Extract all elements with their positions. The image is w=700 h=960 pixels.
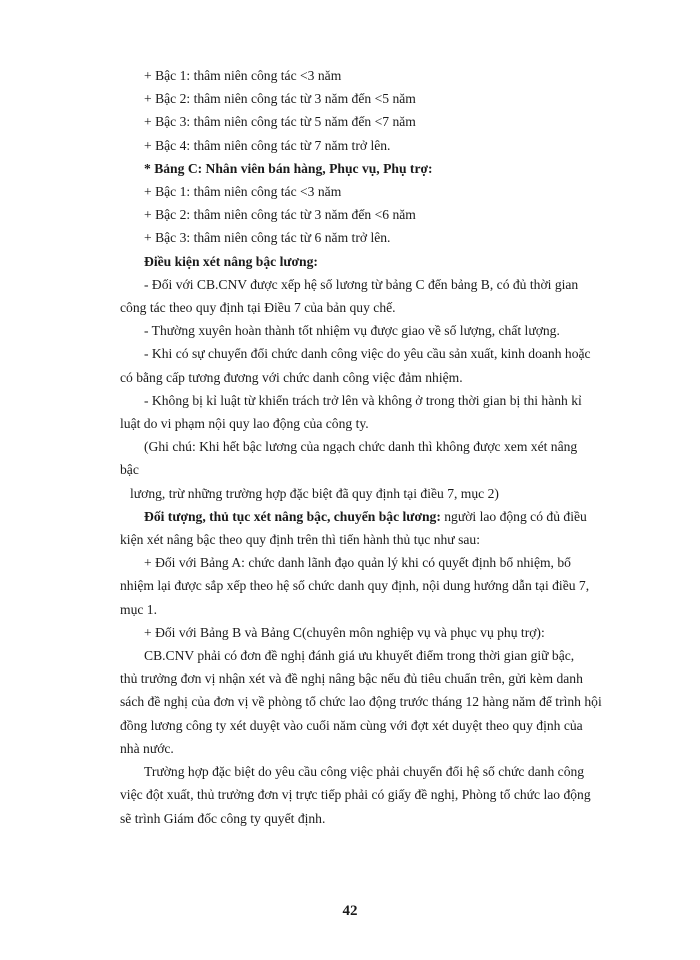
doi-tuong-heading: Đối tượng, thủ tục xét nâng bậc, chuyển bậc lương: (144, 508, 441, 524)
bang-c-item: + Bậc 3: thâm niên công tác từ 6 năm trở lên. (144, 230, 391, 246)
bang-b-item: + Bậc 1: thâm niên công tác <3 năm (144, 68, 342, 83)
page-content (120, 64, 648, 830)
note-line: lương, trừ những trường hợp đặc biệt đã quy định tại điều 7, mục 2) (130, 485, 499, 501)
paragraph-line: nhà nước. (120, 740, 174, 756)
paragraph-line: - Khi có sự chuyển đổi chức danh công việc do yêu cầu sản xuất, kinh doanh hoặc (144, 346, 591, 362)
doi-tuong-heading-line (120, 505, 648, 528)
paragraph-line: + Đối với Bảng B và Bảng C(chuyên môn nghiệp vụ và phục vụ phụ trợ): (144, 624, 545, 640)
paragraph-line: - Không bị kỉ luật từ khiển trách trở lên và không ở trong thời gian bị thi hành kỉ (144, 392, 582, 408)
bang-c-item: + Bậc 2: thâm niên công tác từ 3 năm đến <6 năm (144, 207, 416, 223)
page-number: 42 (342, 903, 358, 919)
paragraph-line: - Đối với CB.CNV được xếp hệ số lương từ bảng C đến bảng B, có đủ thời gian (144, 276, 579, 292)
paragraph-line: việc đột xuất, thủ trưởng đơn vị trực tiếp phải có giấy đề nghị, Phòng tổ chức lao động (120, 787, 591, 803)
paragraph-line: mục 1. (120, 601, 157, 617)
paragraph-line: kiện xét nâng bậc theo quy định trên thì tiến hành thủ tục như sau: (120, 532, 480, 548)
bang-b-item: + Bậc 2: thâm niên công tác từ 3 năm đến <5 năm (144, 91, 416, 107)
note-line: (Ghi chú: Khi hết bậc lương của ngạch chức danh thì không được xem xét nâng (144, 439, 578, 455)
paragraph-line: CB.CNV phải có đơn đề nghị đánh giá ưu khuyết điểm trong thời gian giữ bậc, (144, 648, 575, 664)
bang-b-item: + Bậc 4: thâm niên công tác từ 7 năm trở lên. (144, 137, 391, 153)
bang-c-item: + Bậc 1: thâm niên công tác <3 năm (144, 184, 342, 200)
paragraph-line: - Thường xuyên hoàn thành tốt nhiệm vụ được giao về số lượng, chất lượng. (144, 323, 560, 339)
paragraph-line: luật do vi phạm nội quy lao động của công ty. (120, 416, 369, 432)
paragraph-line: Trường hợp đặc biệt do yêu cầu công việc phải chuyển đổi hệ số chức danh công (144, 764, 585, 780)
paragraph-line: có bằng cấp tương đương với chức danh công việc đảm nhiệm. (120, 369, 463, 385)
doi-tuong-heading-rest: người lao động có đủ điều (440, 508, 587, 524)
paragraph-line: sẽ trình Giám đốc công ty quyết định. (120, 810, 326, 826)
paragraph-line: thủ trưởng đơn vị nhận xét và đề nghị nâng bậc nếu đủ tiêu chuẩn trên, gửi kèm danh (120, 671, 583, 687)
note-line: bậc (120, 462, 139, 478)
bang-b-item: + Bậc 3: thâm niên công tác từ 5 năm đến <7 năm (144, 114, 416, 130)
paragraph-line: nhiệm lại được sắp xếp theo hệ số chức danh quy định, nội dung hướng dẫn tại điều 7, (120, 578, 590, 594)
paragraph-line: công tác theo quy định tại Điều 7 của bản quy chế. (120, 300, 396, 316)
paragraph-line: sách đề nghị của đơn vị về phòng tổ chức lao động trước tháng 12 hàng năm để trình hội (120, 694, 602, 710)
bang-c-heading: * Bảng C: Nhân viên bán hàng, Phục vụ, Phụ trợ: (144, 160, 433, 176)
paragraph-line: + Đối với Bảng A: chức danh lãnh đạo quản lý khi có quyết định bổ nhiệm, bổ (144, 555, 571, 571)
paragraph-line: đồng lương công ty xét duyệt vào cuối năm cùng với đợt xét duyệt theo quy định của (120, 717, 583, 733)
dieu-kien-heading: Điều kiện xét nâng bậc lương: (144, 253, 318, 269)
